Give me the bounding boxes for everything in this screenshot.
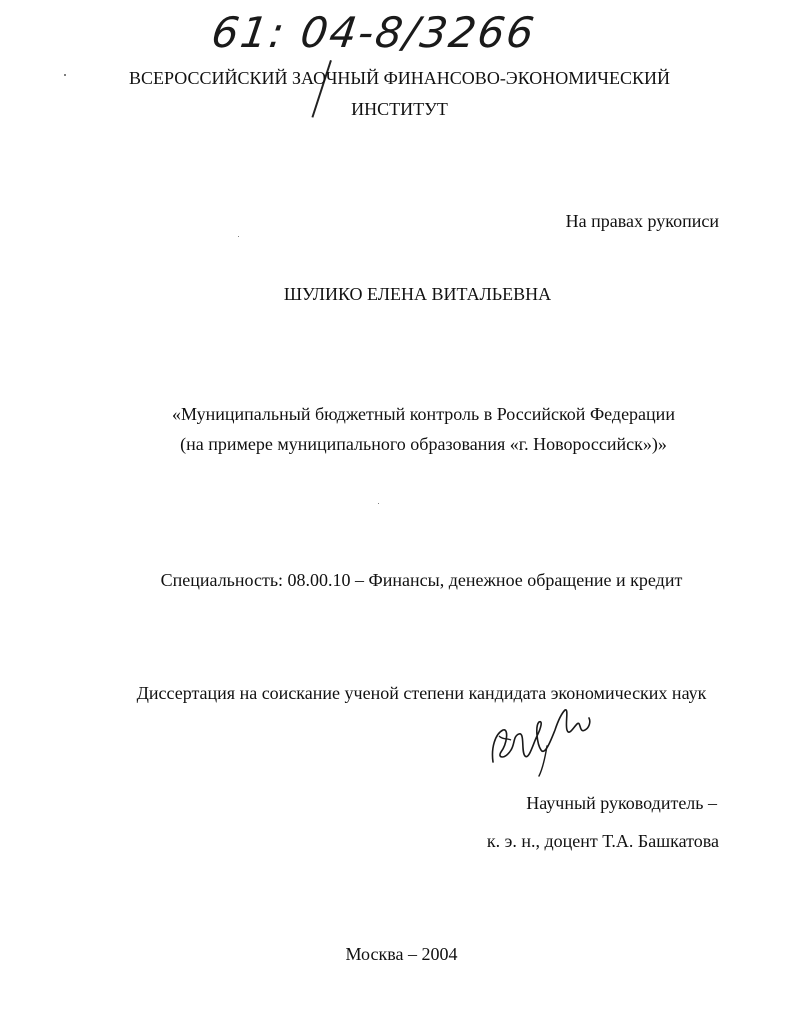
supervisor-name: к. э. н., доцент Т.А. Башкатова xyxy=(486,831,719,851)
dissertation-title-line2: (на примере муниципального образования «г. Новороссийск»)» xyxy=(180,434,667,454)
author-name: ШУЛИКО ЕЛЕНА ВИТАЛЬЕВНА xyxy=(283,284,552,304)
rights-note: На правах рукописи xyxy=(565,211,719,231)
city-year: Москва – 2004 xyxy=(345,944,458,964)
scan-speck xyxy=(238,236,239,237)
institution-name-line1: ВСЕРОССИЙСКИЙ ЗАОЧНЫЙ ФИНАНСОВО-ЭКОНОМИЧЕСКИЙ xyxy=(129,68,670,88)
dissertation-title-line1: «Муниципальный бюджетный контроль в Российской Федерации xyxy=(172,404,675,424)
archive-number-handwritten: 61: 04-8/3266 xyxy=(208,8,539,57)
degree-statement: Диссертация на соискание ученой степени кандидата экономических наук xyxy=(136,683,707,703)
scan-speck xyxy=(378,503,379,504)
scan-speck xyxy=(64,74,66,76)
specialty: Специальность: 08.00.10 – Финансы, денежное обращение и кредит xyxy=(160,570,683,590)
supervisor-label: Научный руководитель – xyxy=(526,793,717,813)
supervisor-signature xyxy=(485,700,595,780)
institution-name-line2: ИНСТИТУТ xyxy=(351,99,448,119)
